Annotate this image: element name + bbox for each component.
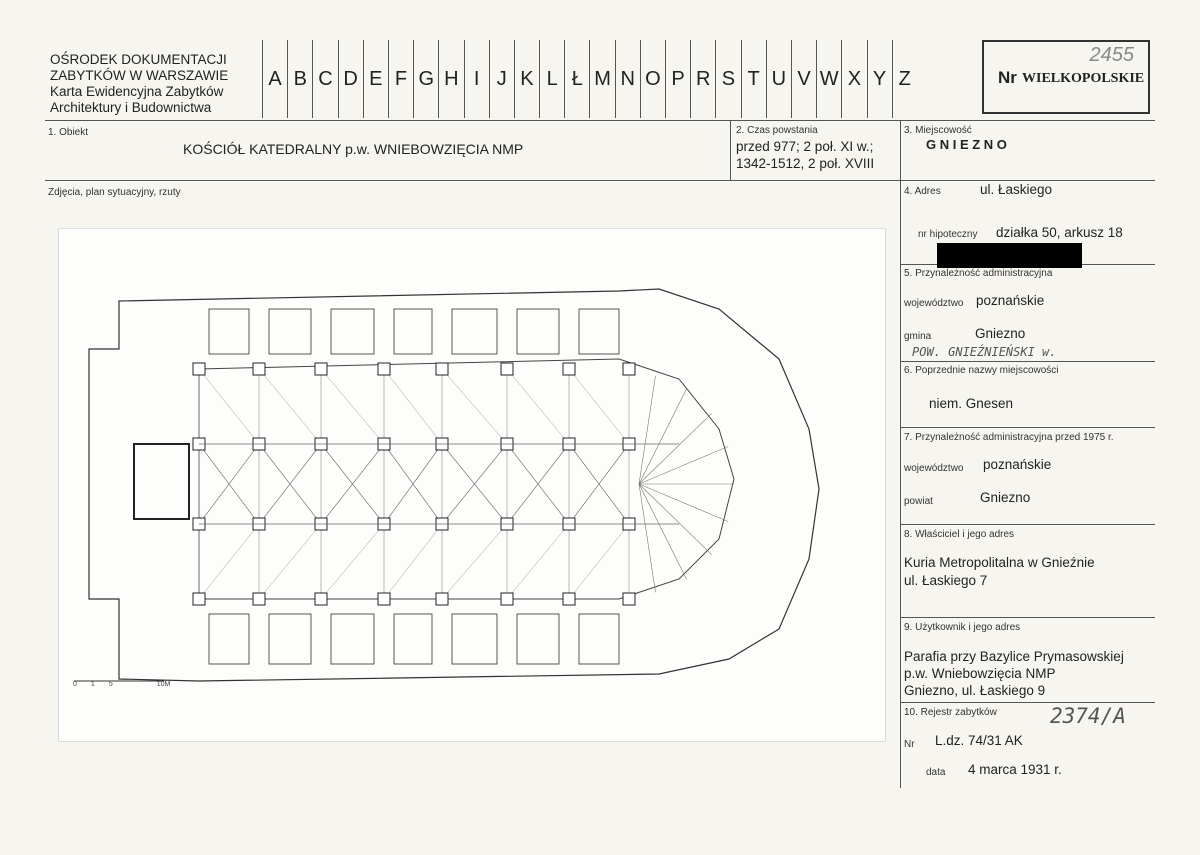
index-letter: C (312, 40, 337, 118)
pier (436, 363, 448, 375)
powiat-value: Gniezno (980, 490, 1031, 505)
s4-label: 4. Adres (904, 186, 941, 197)
divider (900, 617, 1155, 618)
register-date-label: data (926, 767, 946, 778)
scale-tick: 1 (90, 681, 95, 688)
index-letter: T (741, 40, 766, 118)
scale-bar (73, 681, 170, 688)
vault-rib (569, 369, 629, 444)
index-letter: Ł (564, 40, 589, 118)
s7-label: 7. Przynależność administracyjna przed 1975 r. (904, 432, 1114, 443)
date-line: 1342-1512, 2 poł. XVIII (736, 156, 875, 171)
pier (501, 363, 513, 375)
index-letter: Y (867, 40, 892, 118)
index-letter: P (665, 40, 690, 118)
index-letter: L (539, 40, 564, 118)
divider (900, 427, 1155, 428)
vault-rib (442, 369, 507, 444)
index-letter: X (841, 40, 866, 118)
s3-label: 3. Miejscowość (904, 125, 972, 136)
divider (900, 702, 1155, 703)
register-date-value: 4 marca 1931 r. (968, 762, 1062, 777)
owner-line: ul. Łaskiego 7 (904, 573, 988, 588)
tower-chamber (134, 444, 189, 519)
gmina-label: gmina (904, 331, 932, 342)
scale-tick: 0 (73, 681, 77, 688)
scale-tick: 10M (156, 681, 171, 688)
index-letter: A (262, 40, 287, 118)
index-letter: U (766, 40, 791, 118)
address: ul. Łaskiego (980, 182, 1053, 197)
vault-rib (384, 524, 442, 599)
index-letters (262, 40, 917, 118)
previous-names: niem. Gnesen (929, 396, 1014, 411)
divider (730, 120, 731, 180)
divider (900, 524, 1155, 525)
construction-date (736, 138, 874, 172)
index-letter: D (338, 40, 363, 118)
index-letter: J (489, 40, 514, 118)
index-letter: F (388, 40, 413, 118)
vault-rib (507, 369, 569, 444)
owner (904, 554, 1095, 590)
pier (501, 593, 513, 605)
vault-rib (384, 369, 442, 444)
handwritten-powiat: POW. GNIEŹNIEŃSKI w. (912, 345, 1057, 359)
nave-outline (199, 359, 734, 599)
pier (253, 363, 265, 375)
divider (900, 120, 901, 788)
pier (193, 363, 205, 375)
s1-label: 1. Obiekt (48, 127, 89, 138)
scale-tick: 5 (108, 681, 113, 688)
pier (623, 363, 635, 375)
hip-label: nr hipoteczny (918, 229, 978, 240)
org-line: Karta Ewidencyjna Zabytków (50, 84, 224, 99)
user-line: Gniezno, ul. Łaskiego 9 (904, 683, 1046, 698)
vault-rib (321, 524, 384, 599)
chapel (331, 309, 374, 354)
pier (193, 593, 205, 605)
voivodeship-pre1975-label: województwo (904, 463, 964, 474)
pier (378, 593, 390, 605)
floor-plan-image (58, 228, 886, 742)
s10-label: 10. Rejestr zabytków (904, 707, 997, 718)
pier (253, 593, 265, 605)
chapel (394, 614, 432, 664)
vault-rib (199, 369, 259, 444)
voivodeship-label: województwo (904, 298, 964, 309)
s2-label: 2. Czas powstania (736, 125, 818, 136)
pier (378, 363, 390, 375)
nr-handwritten: 2455 (1089, 44, 1134, 66)
index-letter: B (287, 40, 312, 118)
nr-label: Nr (998, 68, 1017, 87)
date-line: przed 977; 2 poł. XI w.; (736, 139, 874, 154)
user (904, 648, 1124, 699)
vault-rib (321, 369, 384, 444)
s5-label: 5. Przynależność administracyjna (904, 268, 1053, 279)
apse-rib (639, 413, 712, 484)
apse-rib (639, 484, 728, 522)
chapel (579, 614, 619, 664)
index-letter: I (464, 40, 489, 118)
s9-label: 9. Użytkownik i jego adres (904, 622, 1021, 633)
chapel (394, 309, 432, 354)
index-letter: K (514, 40, 539, 118)
index-letter: S (715, 40, 740, 118)
index-letter: V (791, 40, 816, 118)
index-letter: G (413, 40, 438, 118)
chapel (517, 614, 559, 664)
pier (563, 363, 575, 375)
chapel (331, 614, 374, 664)
pier (563, 593, 575, 605)
chapel (269, 614, 311, 664)
divider (45, 120, 1155, 121)
chapel (452, 309, 497, 354)
divider (900, 361, 1155, 362)
apse-rib (639, 446, 728, 484)
s8-label: 8. Właściciel i jego adres (904, 529, 1015, 540)
index-letter: W (816, 40, 841, 118)
cathedral-floor-plan (59, 229, 885, 741)
hip-value: działka 50, arkusz 18 (996, 225, 1123, 240)
org-line: Architektury i Budownictwa (50, 100, 212, 115)
s6-label: 6. Poprzednie nazwy miejscowości (904, 365, 1059, 376)
locality: G N I E Z N O (926, 137, 1007, 152)
organization-block (50, 52, 228, 116)
powiat-label: powiat (904, 496, 933, 507)
chapel (209, 614, 249, 664)
user-line: p.w. Wniebowzięcia NMP (904, 666, 1056, 681)
user-line: Parafia przy Bazylice Prymasowskiej (904, 649, 1124, 664)
voivodeship-pre1975-value: poznańskie (983, 457, 1052, 472)
chapel (269, 309, 311, 354)
register-nr-value: L.dz. 74/31 AK (935, 733, 1023, 748)
chapel (517, 309, 559, 354)
gmina-value: Gniezno (975, 326, 1026, 341)
nr-box (982, 40, 1150, 114)
org-line: OŚRODEK DOKUMENTACJI (50, 52, 227, 67)
vault-rib (199, 524, 259, 599)
index-letter: Z (892, 40, 917, 118)
vault-rib (259, 369, 321, 444)
index-letter: H (438, 40, 463, 118)
chapel (579, 309, 619, 354)
vault-rib (507, 524, 569, 599)
vault-rib (569, 524, 629, 599)
index-letter: R (690, 40, 715, 118)
pier (623, 593, 635, 605)
divider (45, 180, 1155, 181)
photos-label: Zdjęcia, plan sytuacyjny, rzuty (48, 187, 181, 198)
chapel (452, 614, 497, 664)
owner-line: Kuria Metropolitalna w Gnieźnie (904, 555, 1095, 570)
register-nr-label: Nr (904, 739, 915, 750)
object-name: KOŚCIÓŁ KATEDRALNY p.w. WNIEBOWZIĘCIA NMP (183, 141, 524, 157)
nr-region-stamp: WIELKOPOLSKIE (1022, 71, 1145, 86)
pier (315, 363, 327, 375)
org-line: ZABYTKÓW W WARSZAWIE (50, 68, 229, 83)
apse-rib (639, 484, 712, 555)
index-letter: N (615, 40, 640, 118)
pier (436, 593, 448, 605)
redaction-bar (937, 243, 1082, 268)
index-letter: E (363, 40, 388, 118)
index-letter: O (640, 40, 665, 118)
voivodeship-value: poznańskie (976, 293, 1045, 308)
register-handwritten: 2374/A (1050, 704, 1126, 728)
pier (315, 593, 327, 605)
vault-rib (442, 524, 507, 599)
vault-rib (259, 524, 321, 599)
chapel (209, 309, 249, 354)
index-letter: M (589, 40, 614, 118)
